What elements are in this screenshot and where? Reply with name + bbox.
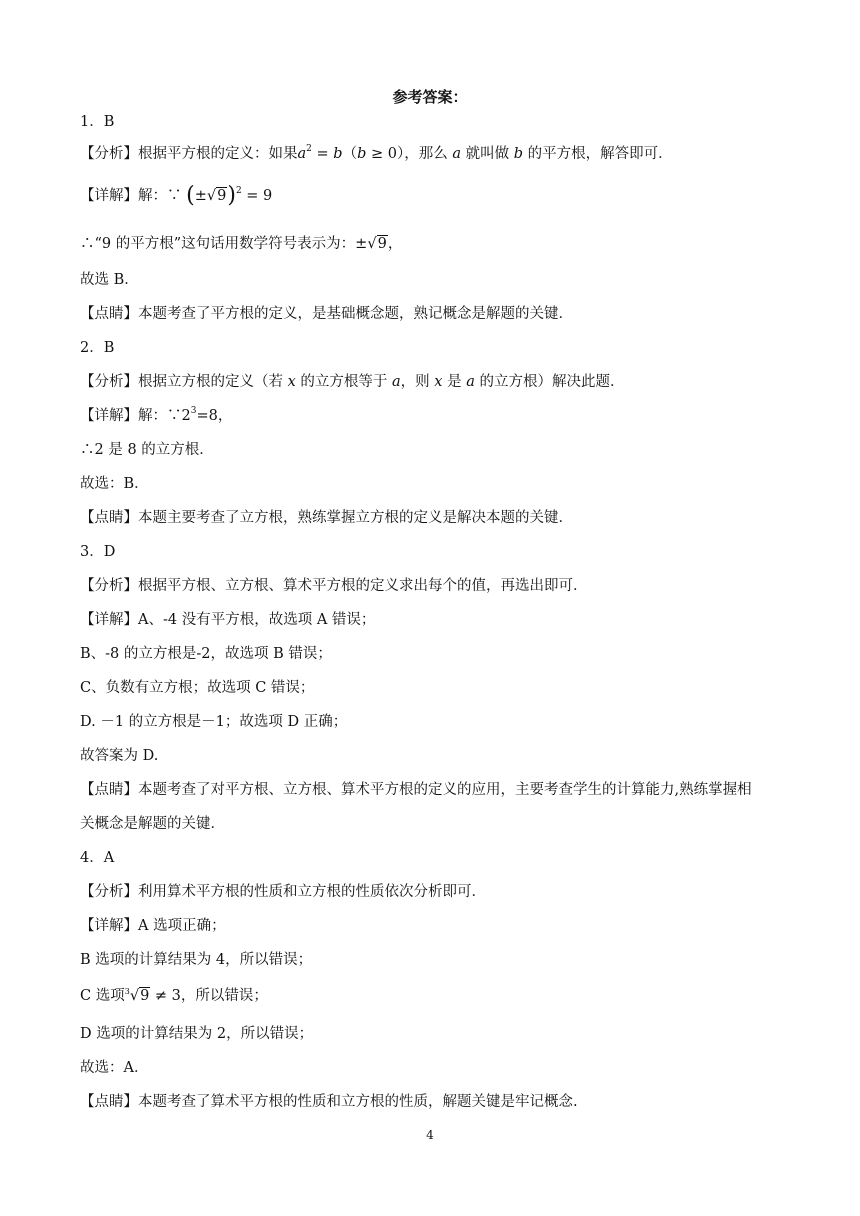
- sqrt-expression: 9: [377, 236, 387, 252]
- detail-tag: 【详解】: [80, 612, 138, 628]
- q3-line-e: 故答案为 D.: [80, 748, 159, 764]
- q4-answer: 4．A: [80, 850, 115, 866]
- comment-tag: 【点睛】: [80, 510, 138, 526]
- analysis-tag: 【分析】: [80, 884, 138, 900]
- sqrt-expression: 9: [217, 188, 227, 204]
- analysis-tag: 【分析】: [80, 146, 138, 162]
- analysis-tag: 【分析】: [80, 374, 138, 390]
- q1-comment: 【点睛】本题考查了平方根的定义，是基础概念题，熟记概念是解题的关键．: [80, 306, 573, 322]
- q4-line-d: D 选项的计算结果为 2，所以错误；: [80, 1026, 314, 1042]
- q1-answer: 1．B: [80, 114, 115, 130]
- q2-answer: 2．B: [80, 340, 115, 356]
- detail-tag: 【详解】: [80, 918, 138, 934]
- detail-tag: 【详解】: [80, 408, 138, 424]
- comment-tag: 【点睛】: [80, 306, 138, 322]
- q3-detail: 【详解】A、-4 没有平方根，故选项 A 错误；: [80, 612, 376, 628]
- detail-tag: 【详解】: [80, 188, 138, 204]
- q3-line-b: B、-8 的立方根是-2，故选项 B 错误；: [80, 646, 332, 662]
- analysis-tag: 【分析】: [80, 578, 138, 594]
- q4-detail: 【详解】A 选项正确；: [80, 918, 226, 934]
- q1-detail: 【详解】解：∵ $(\pm√9)^2 = 9$: [80, 183, 273, 208]
- q2-detail: 【详解】解：$\because 2^3=8$，: [80, 406, 233, 424]
- comment-tag: 【点睛】: [80, 1094, 138, 1110]
- page-number: 4: [426, 1128, 434, 1142]
- q2-choice: 故选：B．: [80, 476, 149, 492]
- q4-line-e: 故选：A．: [80, 1060, 149, 1076]
- q1-analysis: 【分析】根据平方根的定义：如果$a^2 = b(b \ge 0)$，那么 a 就叫做 b 的平方根，解答即可．: [80, 144, 673, 162]
- q4-line-b: B 选项的计算结果为 4，所以错误；: [80, 952, 313, 968]
- q2-comment: 【点睛】本题主要考查了立方根，熟练掌握立方根的定义是解决本题的关键．: [80, 510, 573, 526]
- q1-conclusion: ∴“9 的平方根”这句话用数学符号表示为：±√9，: [80, 236, 403, 252]
- q4-line-c: C 选项$^3$√9 ≠ 3，所以错误；: [80, 987, 268, 1004]
- comment-tag: 【点睛】: [80, 782, 138, 798]
- q1-choice: 故选 B．: [80, 272, 139, 288]
- q3-comment-cont: 关概念是解题的关键．: [80, 816, 225, 832]
- q3-line-d: D. －1 的立方根是－1；故选项 D 正确；: [80, 714, 348, 730]
- q2-analysis: 【分析】根据立方根的定义（若 x 的立方根等于 a，则 x 是 a 的立方根）解决此题．: [80, 374, 625, 390]
- q3-answer: 3．D: [80, 544, 116, 560]
- q3-analysis: 【分析】根据平方根、立方根、算术平方根的定义求出每个的值，再选出即可．: [80, 578, 588, 594]
- q4-analysis: 【分析】利用算术平方根的性质和立方根的性质依次分析即可．: [80, 884, 486, 900]
- q4-comment: 【点睛】本题考查了算术平方根的性质和立方根的性质，解题关键是牢记概念.: [80, 1094, 578, 1110]
- q3-line-c: C、负数有立方根；故选项 C 错误；: [80, 680, 315, 696]
- cube-root-expression: 9: [140, 988, 150, 1004]
- q2-conclusion: ∴2 是 8 的立方根．: [80, 442, 214, 458]
- page-title: 参考答案：: [392, 88, 468, 106]
- q3-comment: 【点睛】本题考查了对平方根、立方根、算术平方根的定义的应用，主要考查学生的计算能力,熟练掌握相: [80, 782, 752, 798]
